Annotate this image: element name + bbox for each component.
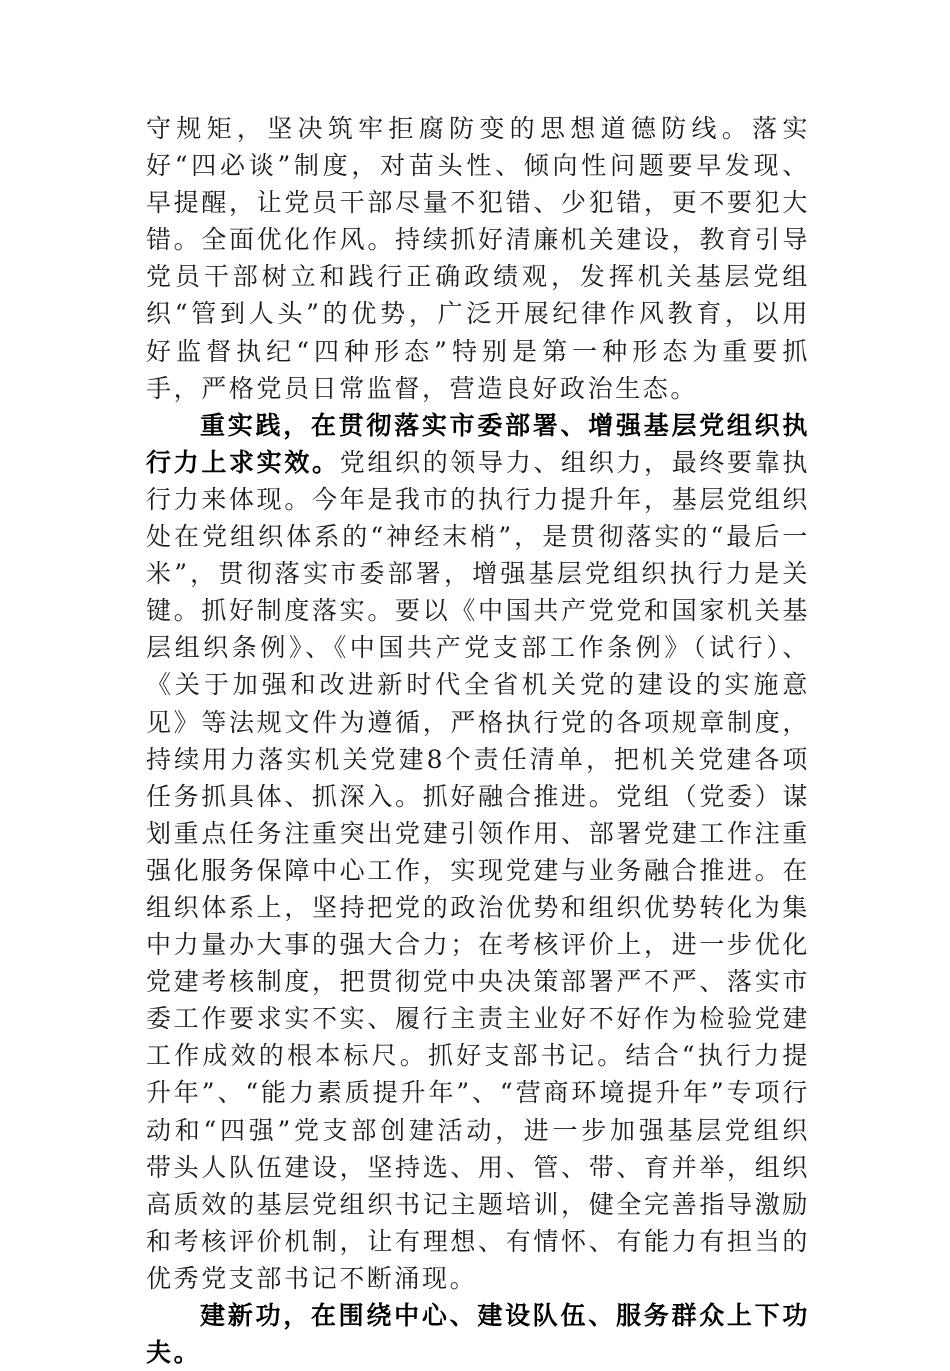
paragraph-2 xyxy=(146,407,810,1297)
paragraph-1-body: 守规矩，坚决筑牢拒腐防变的思想道德防线。落实好“四必谈”制度，对苗头性、倾向性问题要早发现、早提醒，让党员干部尽量不犯错、少犯错，更不要犯大错。全面优化作风。持续抓好清廉机关建设，教育引导党员干部树立和践行正确政绩观，发挥机关基层党组织“管到人头”的优势，广泛开展纪律作风教育，以用好监督执纪“四种形态”特别是第一种形态为重要抓手，严格党员日常监督，营造良好政治生态。 xyxy=(146,114,810,403)
document-body xyxy=(146,110,810,1371)
paragraph-2-lead: 重实践，在贯彻落实市委部署、增强基层党组织执行力上求实效。 xyxy=(146,410,810,477)
paragraph-2-body: 党组织的领导力、组织力，最终要靠执行力来体现。今年是我市的执行力提升年，基层党组织处在党组织体系的“神经末梢”，是贯彻落实的“最后一米”，贯彻落实市委部署，增强基层党组织执行力是关键。抓好制度落实。要以《中国共产党党和国家机关基层组织条例》、《中国共产党支部工作条例》（试行）、《关于加强和改进新时代全省机关党的建设的实施意见》等法规文件为遵循，严格执行党的各项规章制度，持续用力落实机关党建8个责任清单，把机关党建各项任务抓具体、抓深入。抓好融合推进。党组（党委）谋划重点任务注重突出党建引领作用、部署党建工作注重强化服务保障中心工作，实现党建与业务融合推进。在组织体系上，坚持把党的政治优势和组织优势转化为集中力量办大事的强大合力；在考核评价上，进一步优化党建考核制度，把贯彻党中央决策部署严不严、落实市委工作要求实不实、履行主责主业好不好作为检验党建工作成效的根本标尺。抓好支部书记。结合“执行力提升年”、“能力素质提升年”、“营商环境提升年”专项行动和“四强”党支部创建活动，进一步加强基层党组织带头人队伍建设，坚持选、用、管、带、育并举，组织高质效的基层党组织书记主题培训，健全完善指导激励和考核评价机制，让有理想、有情怀、有能力有担当的优秀党支部书记不断涌现。 xyxy=(146,447,810,1293)
paragraph-3 xyxy=(146,1297,810,1371)
paragraph-1 xyxy=(146,110,810,407)
paragraph-3-lead: 建新功，在围绕中心、建设队伍、服务群众上下功夫。 xyxy=(146,1301,810,1368)
